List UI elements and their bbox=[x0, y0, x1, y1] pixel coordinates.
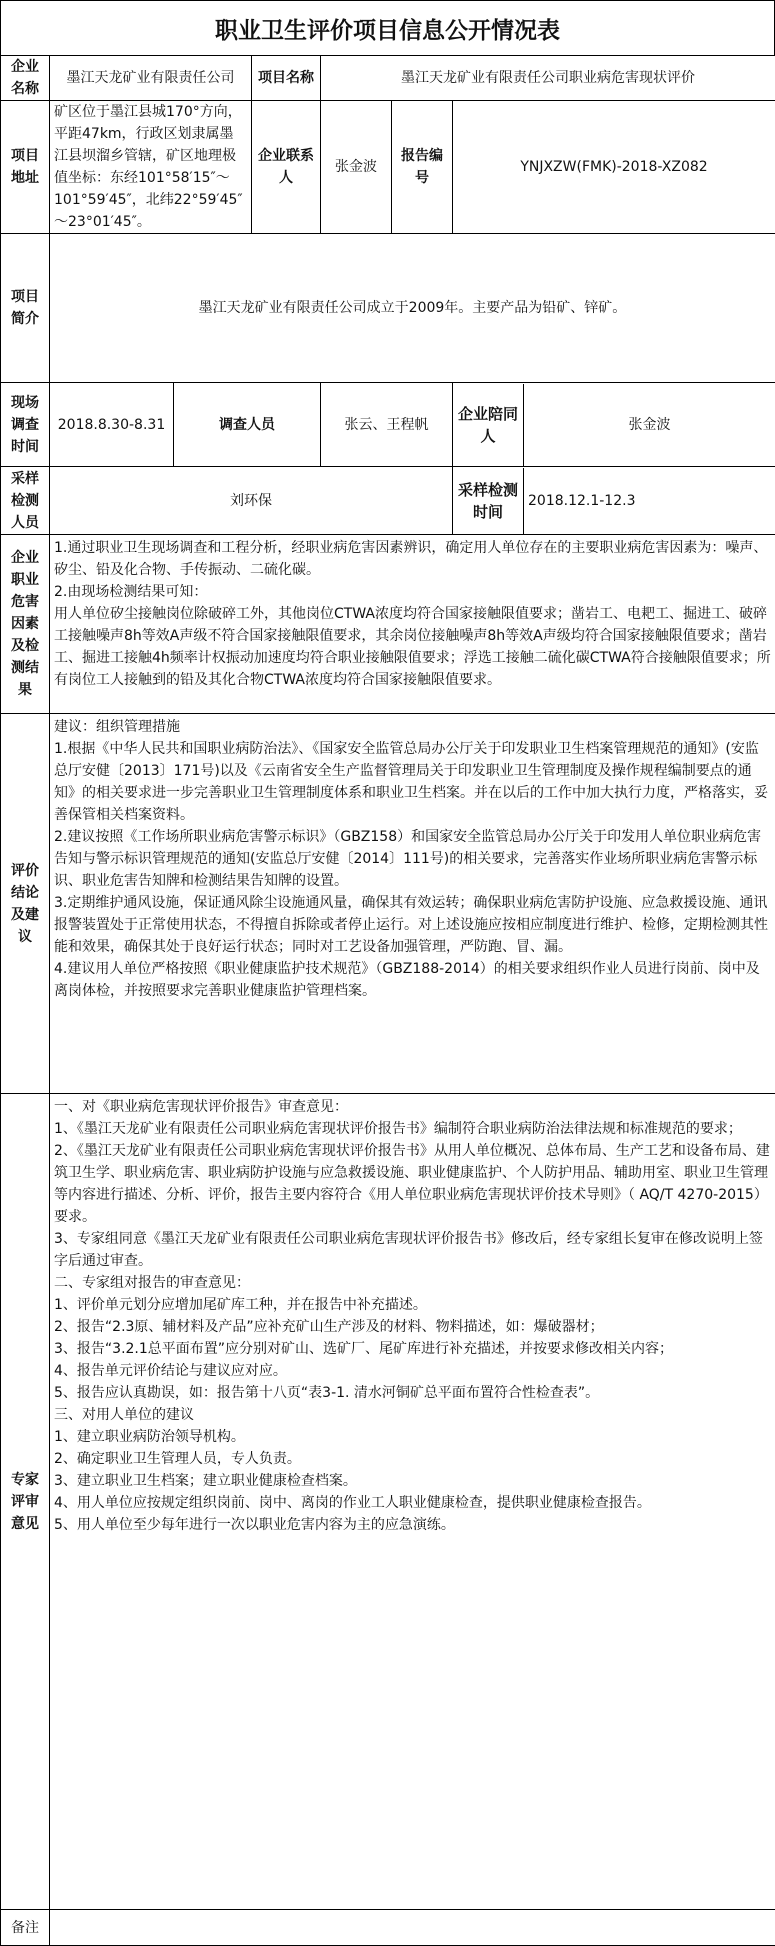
label-survey-staff: 调查人员 bbox=[174, 383, 321, 467]
row-address bbox=[1, 101, 775, 234]
value-sampling-time: 2018.12.1-12.3 bbox=[524, 468, 775, 534]
value-remarks bbox=[50, 1910, 775, 1946]
info-table bbox=[0, 55, 775, 1946]
value-sampling-staff: 刘环保 bbox=[50, 467, 453, 535]
conclusion-paragraph: 建议：组织管理措施 bbox=[54, 716, 771, 738]
row-survey bbox=[1, 383, 775, 467]
label-site-survey-time: 现场调查时间 bbox=[1, 383, 50, 467]
expert-paragraph: 二、专家组对报告的审查意见： bbox=[54, 1272, 771, 1294]
value-site-survey-time: 2018.8.30-8.31 bbox=[50, 383, 174, 467]
sampling-time-cell bbox=[453, 467, 775, 535]
value-company-escort: 张金波 bbox=[524, 384, 775, 466]
expert-paragraph: 三、对用人单位的建议 bbox=[54, 1404, 771, 1426]
value-survey-staff: 张云、王程帆 bbox=[321, 383, 453, 467]
label-company-escort: 企业陪同人 bbox=[453, 384, 524, 466]
expert-paragraph: 4、报告单元评价结论与建议应对应。 bbox=[54, 1360, 771, 1382]
conclusion-content bbox=[50, 714, 775, 1094]
value-project-name: 墨江天龙矿业有限责任公司职业病危害现状评价 bbox=[321, 56, 775, 101]
expert-paragraph: 3、报告“3.2.1总平面布置”应分别对矿山、选矿厂、尾矿库进行补充描述，并按要求修改相关内容； bbox=[54, 1338, 771, 1360]
conclusion-paragraph: 3.定期维护通风设施，保证通风除尘设施通风量，确保其有效运转；确保职业病危害防护设施、应急救援设施、通讯报警装置处于正常使用状态，不得擅自拆除或者停止运行。对上述设施应按相应制度进行维护、检修，定期检测其性能和效果，确保其处于良好运行状态；同时对工艺设备加强管理，严防跑、冒、漏。 bbox=[54, 892, 771, 958]
label-sampling-time: 采样检测时间 bbox=[453, 468, 524, 534]
label-company-contact: 企业联系人 bbox=[252, 101, 321, 234]
hazard-paragraph: 1.通过职业卫生现场调查和工程分析，经职业病危害因素辨识，确定用人单位存在的主要职业病危害因素为：噪声、矽尘、铅及化合物、手传振动、二硫化碳。 bbox=[54, 537, 771, 581]
expert-paragraph: 5、报告应认真勘误，如：报告第十八页“表3-1. 清水河铜矿总平面布置符合性检查表”。 bbox=[54, 1382, 771, 1404]
expert-paragraph: 2、报告“2.3原、辅材料及产品”应补充矿山生产涉及的材料、物料描述，如：爆破器材； bbox=[54, 1316, 771, 1338]
conclusion-paragraph: 1.根据《中华人民共和国职业病防治法》、《国家安全监管总局办公厅关于印发职业卫生档案管理规范的通知》(安监总厅安健〔2013〕171号)以及《云南省安全生产监督管理局关于印发职业卫生管理制度及操作规程编制要点的通知》的相关要求进一步完善职业卫生管理制度体系和职业卫生档案。并在以后的工作中加大执行力度，严格落实，妥善保管相关档案资料。 bbox=[54, 738, 771, 826]
row-remarks bbox=[1, 1910, 775, 1946]
hazard-paragraph: 2.由现场检测结果可知： bbox=[54, 581, 771, 603]
row-sampling bbox=[1, 467, 775, 535]
label-sampling-staff: 采样检测人员 bbox=[1, 467, 50, 535]
label-project-summary: 项目简介 bbox=[1, 234, 50, 383]
row-conclusion bbox=[1, 714, 775, 1094]
escort-cell bbox=[453, 383, 775, 467]
expert-paragraph: 一、对《职业病危害现状评价报告》审查意见： bbox=[54, 1096, 771, 1118]
expert-paragraph: 3、专家组同意《墨江天龙矿业有限责任公司职业病危害现状评价报告书》修改后，经专家组长复审在修改说明上签字后通过审查。 bbox=[54, 1228, 771, 1272]
expert-paragraph: 1、建立职业病防治领导机构。 bbox=[54, 1426, 771, 1448]
expert-paragraph: 4、用人单位应按规定组织岗前、岗中、离岗的作业工人职业健康检查，提供职业健康检查报告。 bbox=[54, 1492, 771, 1514]
label-conclusion: 评价结论及建议 bbox=[1, 714, 50, 1094]
conclusion-paragraph: 2.建议按照《工作场所职业病危害警示标识》（GBZ158）和国家安全监管总局办公厅关于印发用人单位职业病危害告知与警示标识管理规范的通知(安监总厅安健〔2014〕111号)的相关要求，完善落实作业场所职业病危害警示标识、职业危害告知牌和检测结果告知牌的设置。 bbox=[54, 826, 771, 892]
label-expert-opinion: 专家评审意见 bbox=[1, 1094, 50, 1910]
row-expert bbox=[1, 1094, 775, 1910]
row-summary bbox=[1, 234, 775, 383]
expert-paragraph: 2、《墨江天龙矿业有限责任公司职业病危害现状评价报告书》从用人单位概况、总体布局、生产工艺和设备布局、建筑卫生学、职业病危害、职业病防护设施与应急救援设施、职业健康监护、个人防护用品、辅助用室、职业卫生管理等内容进行描述、分析、评价，报告主要内容符合《用人单位职业病危害现状评价技术导则》（ AQ/T 4270-2015）要求。 bbox=[54, 1140, 771, 1228]
row-company bbox=[1, 56, 775, 101]
value-project-summary: 墨江天龙矿业有限责任公司成立于2009年。主要产品为铅矿、锌矿。 bbox=[50, 234, 775, 383]
hazard-content bbox=[50, 535, 775, 714]
expert-paragraph: 3、建立职业卫生档案；建立职业健康检查档案。 bbox=[54, 1470, 771, 1492]
expert-content bbox=[50, 1094, 775, 1910]
value-report-no: YNJXZW(FMK)-2018-XZ082 bbox=[453, 101, 775, 234]
value-company-name: 墨江天龙矿业有限责任公司 bbox=[50, 56, 252, 101]
label-remarks: 备注 bbox=[1, 1910, 50, 1946]
form-title: 职业卫生评价项目信息公开情况表 bbox=[0, 0, 775, 56]
expert-paragraph: 5、用人单位至少每年进行一次以职业危害内容为主的应急演练。 bbox=[54, 1514, 771, 1536]
label-hazard-result: 企业职业危害因素及检测结果 bbox=[1, 535, 50, 714]
label-project-address: 项目地址 bbox=[1, 101, 50, 234]
expert-paragraph: 2、确定职业卫生管理人员，专人负责。 bbox=[54, 1448, 771, 1470]
label-project-name: 项目名称 bbox=[252, 56, 321, 101]
value-project-address: 矿区位于墨江县城170°方向，平距47km，行政区划隶属墨江县坝溜乡管辖，矿区地理极值坐标：东经101°58′15″～101°59′45″，北纬22°59′45″～23°01′45″。 bbox=[50, 101, 252, 234]
hazard-paragraph: 用人单位矽尘接触岗位除破碎工外，其他岗位CTWA浓度均符合国家接触限值要求；凿岩工、电耙工、掘进工、破碎工接触噪声8h等效A声级不符合国家接触限值要求，其余岗位接触噪声8h等效A声级均符合国家接触限值要求；凿岩工、掘进工接触4h频率计权振动加速度均符合职业接触限值要求；浮选工接触二硫化碳CTWA符合接触限值要求；所有岗位工人接触到的铅及其化合物CTWA浓度均符合国家接触限值要求。 bbox=[54, 603, 771, 691]
conclusion-paragraph: 4.建议用人单位严格按照《职业健康监护技术规范》（GBZ188-2014）的相关要求组织作业人员进行岗前、岗中及离岗体检，并按照要求完善职业健康监护管理档案。 bbox=[54, 958, 771, 1002]
expert-paragraph: 1、《墨江天龙矿业有限责任公司职业病危害现状评价报告书》编制符合职业病防治法律法规和标准规范的要求； bbox=[54, 1118, 771, 1140]
value-company-contact: 张金波 bbox=[321, 101, 392, 234]
label-company-name: 企业名称 bbox=[1, 56, 50, 101]
expert-paragraph: 1、评价单元划分应增加尾矿库工种，并在报告中补充描述。 bbox=[54, 1294, 771, 1316]
row-hazard bbox=[1, 535, 775, 714]
label-report-no: 报告编号 bbox=[392, 101, 453, 234]
